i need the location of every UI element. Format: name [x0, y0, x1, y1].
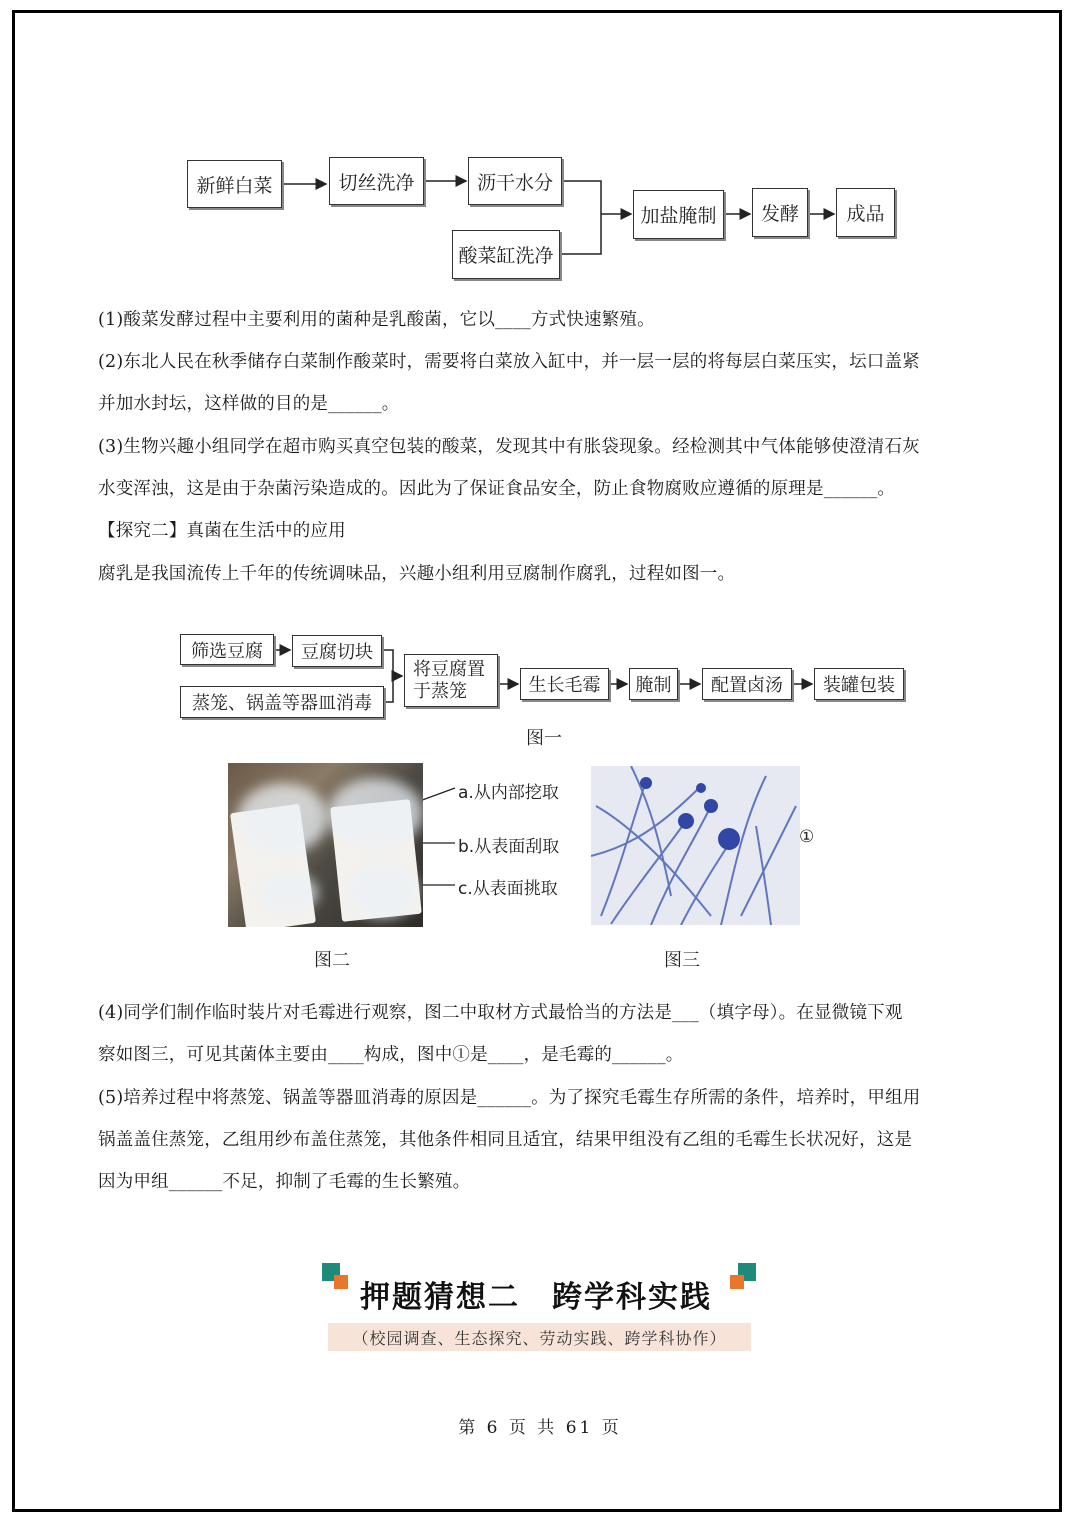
section-title: 【探究二】真菌在生活中的应用 [98, 521, 346, 541]
flow1-box-ferment: 发酵 [752, 188, 808, 237]
banner-deco-right-orange [730, 1275, 744, 1289]
figure2-caption: 图二 [314, 950, 350, 971]
question-5-line1: (5)培养过程中将蒸笼、锅盖等器皿消毒的原因是______。为了探究毛霉生存所需的条件，培养时，甲组用 [98, 1088, 921, 1108]
flow2-box-brine: 配置卤汤 [702, 668, 792, 700]
flow2-box-package: 装罐包装 [814, 668, 904, 700]
figure2-label-b: b.从表面刮取 [458, 837, 560, 857]
flow2-box-select-tofu: 筛选豆腐 [180, 634, 274, 665]
flow2-box-grow-mold: 生长毛霉 [520, 668, 609, 700]
flow1-box-product: 成品 [836, 188, 895, 237]
figure3-caption: 图三 [664, 950, 700, 971]
banner-deco-left-orange [334, 1275, 348, 1289]
page-number: 第 6 页 共 61 页 [458, 1418, 622, 1438]
banner-subtitle: （校园调查、生态探究、劳动实践、跨学科协作） [328, 1323, 751, 1351]
flow1-box-salt-pickle: 加盐腌制 [633, 190, 724, 239]
flow2-box-pickle: 腌制 [629, 668, 678, 700]
question-5-line2: 锅盖盖住蒸笼，乙组用纱布盖住蒸笼，其他条件相同且适宜，结果甲组没有乙组的毛霉生长状况好，这是 [98, 1130, 913, 1150]
figure2-label-c: c.从表面挑取 [458, 879, 558, 899]
flow2-box-place-steamer: 将豆腐置 于蒸笼 [404, 654, 498, 707]
flow1-box-wash-jar: 酸菜缸洗净 [452, 230, 560, 279]
flow2-box-cut-tofu: 豆腐切块 [292, 635, 382, 667]
figure2-label-a: a.从内部挖取 [458, 783, 559, 803]
flow2-box-disinfect: 蒸笼、锅盖等器皿消毒 [180, 686, 384, 718]
figure1-caption: 图一 [526, 728, 562, 749]
question-2-line1: (2)东北人民在秋季储存白菜制作酸菜时，需要将白菜放入缸中，并一层一层的将每层白菜压实，坛口盖紧 [98, 352, 920, 372]
question-3-line1: (3)生物兴趣小组同学在超市购买真空包装的酸菜，发现其中有胀袋现象。经检测其中气体能够使澄清石灰 [98, 437, 920, 457]
question-3-line2: 水变浑浊，这是由于杂菌污染造成的。因此为了保证食品安全，防止食物腐败应遵循的原理是______。 [98, 479, 896, 499]
intro-text: 腐乳是我国流传上千年的传统调味品，兴趣小组利用豆腐制作腐乳，过程如图一。 [98, 564, 736, 584]
question-5-line3: 因为甲组______不足，抑制了毛霉的生长繁殖。 [98, 1172, 471, 1192]
figure2-tofu-photo [228, 763, 423, 927]
figure3-marker: ① [799, 827, 815, 847]
flow1-box-shred-wash: 切丝洗净 [329, 157, 424, 205]
question-2-line2: 并加水封坛，这样做的目的是______。 [98, 394, 400, 414]
question-4-line2: 察如图三，可见其菌体主要由____构成，图中①是____，是毛霉的______。 [98, 1045, 684, 1065]
banner-title: 押题猜想二 跨学科实践 [360, 1280, 712, 1315]
flow1-box-drain: 沥干水分 [468, 157, 562, 205]
question-4-line1: (4)同学们制作临时装片对毛霉进行观察，图二中取材方式最恰当的方法是___（填字母）。在显微镜下观 [98, 1003, 903, 1023]
figure3-micrograph [591, 766, 800, 925]
flow1-box-fresh-cabbage: 新鲜白菜 [187, 160, 282, 208]
question-1: (1)酸菜发酵过程中主要利用的菌种是乳酸菌，它以____方式快速繁殖。 [98, 310, 655, 330]
